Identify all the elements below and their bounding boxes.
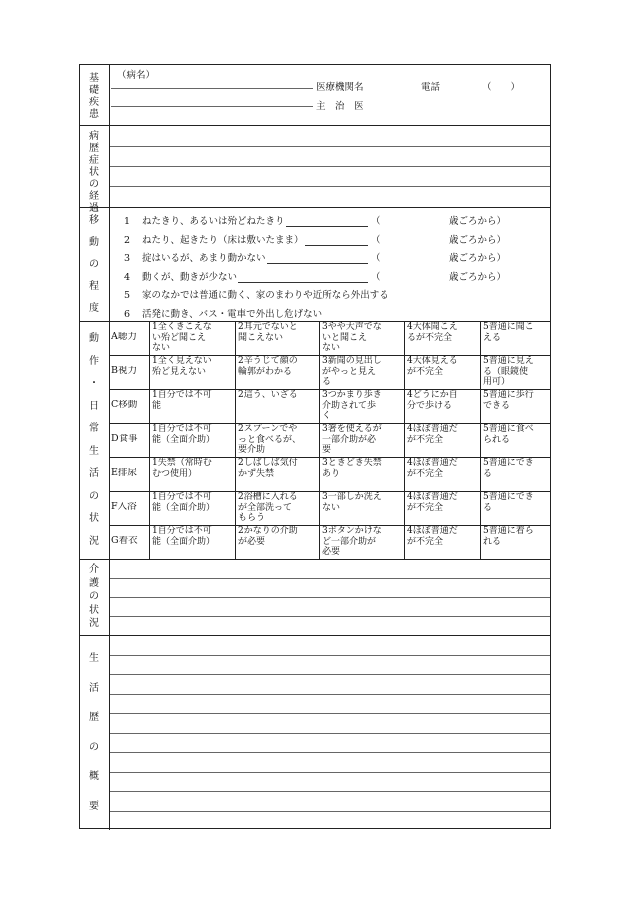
adl-option-cell: 3新聞の見出し がやっと見え る xyxy=(322,356,382,387)
label-char: 生 xyxy=(89,445,99,457)
mobility-paren: （ xyxy=(371,253,381,264)
adl-option-cell: 2這う、いざる xyxy=(238,390,298,400)
adl-row-label: G着衣 xyxy=(111,536,138,546)
label-char: 活 xyxy=(89,682,99,694)
label-char: 状 xyxy=(89,604,99,616)
section-label-history xyxy=(80,131,108,214)
adl-row-label: F入浴 xyxy=(111,502,137,512)
label-char: 況 xyxy=(89,535,99,547)
adl-option-cell: 5普通に見え る（眼鏡使 用可） xyxy=(483,356,534,387)
label-char: 礎 xyxy=(89,85,99,96)
label-char: 移 xyxy=(89,215,99,226)
label-char: 状 xyxy=(89,513,99,525)
label-char: 況 xyxy=(89,618,99,629)
label-char: 経 xyxy=(89,191,99,202)
adl-option-cell: 5普通に聞こ える xyxy=(483,322,534,343)
label-column-border xyxy=(109,65,110,830)
doctor-line xyxy=(111,106,313,107)
label-char: の xyxy=(89,490,99,502)
section-label-basic-disease xyxy=(80,73,108,121)
adl-option-cell: 1自分では不可 能（全面介助） xyxy=(152,424,216,445)
phone-parens: （ ） xyxy=(482,82,521,93)
label-char: 動 xyxy=(89,333,99,344)
label-char: の xyxy=(89,179,99,190)
disease-name-label: （病名） xyxy=(117,70,156,81)
phone-label: 電話 xyxy=(421,82,441,93)
label-char: ・ xyxy=(89,378,99,390)
adl-option-cell: 2辛うじて顔の 輪郭がわかる xyxy=(238,356,298,377)
label-char: 生 xyxy=(89,653,99,664)
adl-option-cell: 3ボタンかけな ど一部介助が 必要 xyxy=(322,526,382,557)
adl-option-cell: 1自分では不可 能（全面介助） xyxy=(152,526,216,547)
life-history-line xyxy=(110,772,550,773)
label-char: 介 xyxy=(89,564,99,575)
label-char: 要 xyxy=(89,800,99,812)
adl-option-cell: 3箸を使えるが 一部介助が必 要 xyxy=(322,424,382,455)
label-char: 歴 xyxy=(89,143,99,154)
label-char: 歴 xyxy=(89,712,99,724)
section-label-mobility xyxy=(80,215,108,315)
mobility-age-blank xyxy=(305,245,368,246)
mobility-since-label: 歳ごろから） xyxy=(449,216,507,227)
history-line xyxy=(110,146,550,147)
label-char: 病 xyxy=(89,131,99,142)
adl-option-cell: 3一部しか洗え ない xyxy=(322,492,382,513)
adl-column-divider xyxy=(235,321,236,559)
label-char: の xyxy=(89,741,99,753)
adl-option-cell: 2浴槽に入れる が全部洗って もらう xyxy=(238,492,298,523)
mobility-item-text: 掟はいるが、あまり動かない xyxy=(142,253,266,264)
mobility-item-number: 4 xyxy=(124,271,131,283)
adl-option-cell: 5普通にでき る xyxy=(483,492,534,513)
life-history-line xyxy=(110,713,550,714)
mobility-paren: （ xyxy=(371,271,381,283)
label-char: の xyxy=(89,591,99,602)
mobility-item-number: 2 xyxy=(124,234,131,246)
section-label-life xyxy=(80,653,108,813)
care-line xyxy=(110,597,550,598)
mobility-age-blank xyxy=(286,226,368,227)
institution-label: 医療機関名 xyxy=(316,82,364,93)
life-history-line xyxy=(110,674,550,675)
mobility-item-text: ねたり、起きたり（床は敷いたまま） xyxy=(142,234,304,246)
life-history-line xyxy=(110,811,550,812)
mobility-age-blank xyxy=(267,263,368,264)
life-history-line xyxy=(110,791,550,792)
adl-option-cell: 1自分では不可 能 xyxy=(152,390,212,411)
mobility-since-label: 歳ごろから） xyxy=(449,271,507,283)
adl-option-cell: 5普通にでき る xyxy=(483,458,534,479)
label-char: 患 xyxy=(89,109,99,120)
adl-option-cell: 5普通に着ら れる xyxy=(483,526,534,547)
section-divider xyxy=(80,559,550,560)
label-char: の xyxy=(89,259,99,270)
adl-option-cell: 4大体見える が不完全 xyxy=(407,356,458,377)
medical-form xyxy=(79,64,551,829)
adl-row-label: E排尿 xyxy=(111,468,137,478)
care-line xyxy=(110,616,550,617)
label-char: 動 xyxy=(89,237,99,248)
disease-line xyxy=(111,88,313,89)
adl-option-cell: 3つかまり歩き 介助されて歩 く xyxy=(322,390,382,421)
label-char: 度 xyxy=(89,303,99,314)
label-char: 程 xyxy=(89,281,99,292)
adl-option-cell: 3ときどき失禁 あり xyxy=(322,458,382,479)
mobility-item-number: 3 xyxy=(124,253,131,264)
label-char: 日 xyxy=(89,400,99,412)
adl-row-label: D食事 xyxy=(111,434,138,444)
adl-option-cell: 2しばしば気付 かず失禁 xyxy=(238,458,298,479)
adl-option-cell: 4ほぼ普通だ が不完全 xyxy=(407,458,458,479)
mobility-item-text: ねたきり、あるいは殆どねたきり xyxy=(142,216,285,227)
life-history-line xyxy=(110,752,550,753)
adl-option-cell: 1全く見えない 殆ど見えない xyxy=(152,356,212,377)
label-char: 概 xyxy=(89,771,99,783)
mobility-age-blank xyxy=(238,282,368,283)
life-history-line xyxy=(110,694,550,695)
mobility-item-number: 1 xyxy=(124,216,131,227)
mobility-paren: （ xyxy=(371,216,381,227)
adl-option-cell: 5普通に食べ られる xyxy=(483,424,534,445)
adl-row-label: B視力 xyxy=(111,366,137,376)
adl-option-cell: 4大体聞こえ るが不完全 xyxy=(407,322,458,343)
label-char: 護 xyxy=(89,577,99,589)
mobility-item-text: 動くが、動きが少ない xyxy=(142,271,238,283)
adl-option-cell: 1失禁（常時む むつ使用） xyxy=(152,458,212,479)
label-char: 基 xyxy=(89,73,99,84)
label-char: 活 xyxy=(89,468,99,480)
history-line xyxy=(110,186,550,187)
label-char: 症 xyxy=(89,155,99,166)
life-history-line xyxy=(110,655,550,656)
section-divider xyxy=(80,125,550,126)
doctor-label: 主 治 医 xyxy=(316,101,364,112)
section-label-care xyxy=(80,564,108,630)
adl-option-cell: 1自分では不可 能（全面介助） xyxy=(152,492,216,513)
adl-option-cell: 1全くきこえな い殆ど聞こえ ない xyxy=(152,322,212,353)
mobility-item-text: 家のなかでは普通に動く、家のまわりや近所なら外出する xyxy=(142,290,389,301)
adl-column-divider xyxy=(404,321,405,559)
mobility-since-label: 歳ごろから） xyxy=(449,253,507,264)
section-label-adl xyxy=(80,333,108,548)
life-history-line xyxy=(110,733,550,734)
adl-option-cell: 2かなりの介助 が必要 xyxy=(238,526,298,547)
label-char: 作 xyxy=(89,355,99,367)
adl-option-cell: 4ほぼ普通だ が不完全 xyxy=(407,424,458,445)
adl-option-cell: 3やや大声でな いと聞こえ ない xyxy=(322,322,382,353)
adl-option-cell: 4ほぼ普通だ が不完全 xyxy=(407,492,458,513)
label-char: 状 xyxy=(89,167,99,178)
adl-option-cell: 4どうにか自 分で歩ける xyxy=(407,390,458,411)
care-line xyxy=(110,578,550,579)
mobility-since-label: 歳ごろから） xyxy=(449,234,507,246)
mobility-item-text: 活発に動き、バス・電車で外出し危げない xyxy=(142,308,323,320)
history-line xyxy=(110,166,550,167)
adl-option-cell: 4ほぼ普通だ が不完全 xyxy=(407,526,458,547)
section-divider xyxy=(80,207,550,208)
adl-option-cell: 2スプーンでや っと食べるが、 要介助 xyxy=(238,424,302,455)
mobility-paren: （ xyxy=(371,234,381,246)
adl-row-label: C移動 xyxy=(111,400,138,410)
label-char: 疾 xyxy=(89,97,99,108)
adl-option-cell: 5普通に歩行 できる xyxy=(483,390,534,411)
adl-option-cell: 2耳元でないと 聞こえない xyxy=(238,322,298,343)
label-char: 常 xyxy=(89,423,99,435)
adl-row-label: A聴力 xyxy=(111,332,137,342)
mobility-item-number: 5 xyxy=(124,290,131,301)
adl-column-divider xyxy=(480,321,481,559)
adl-column-divider xyxy=(149,321,150,559)
section-divider xyxy=(80,635,550,636)
adl-column-divider xyxy=(319,321,320,559)
label-char: 過 xyxy=(89,203,99,214)
mobility-item-number: 6 xyxy=(124,308,131,320)
